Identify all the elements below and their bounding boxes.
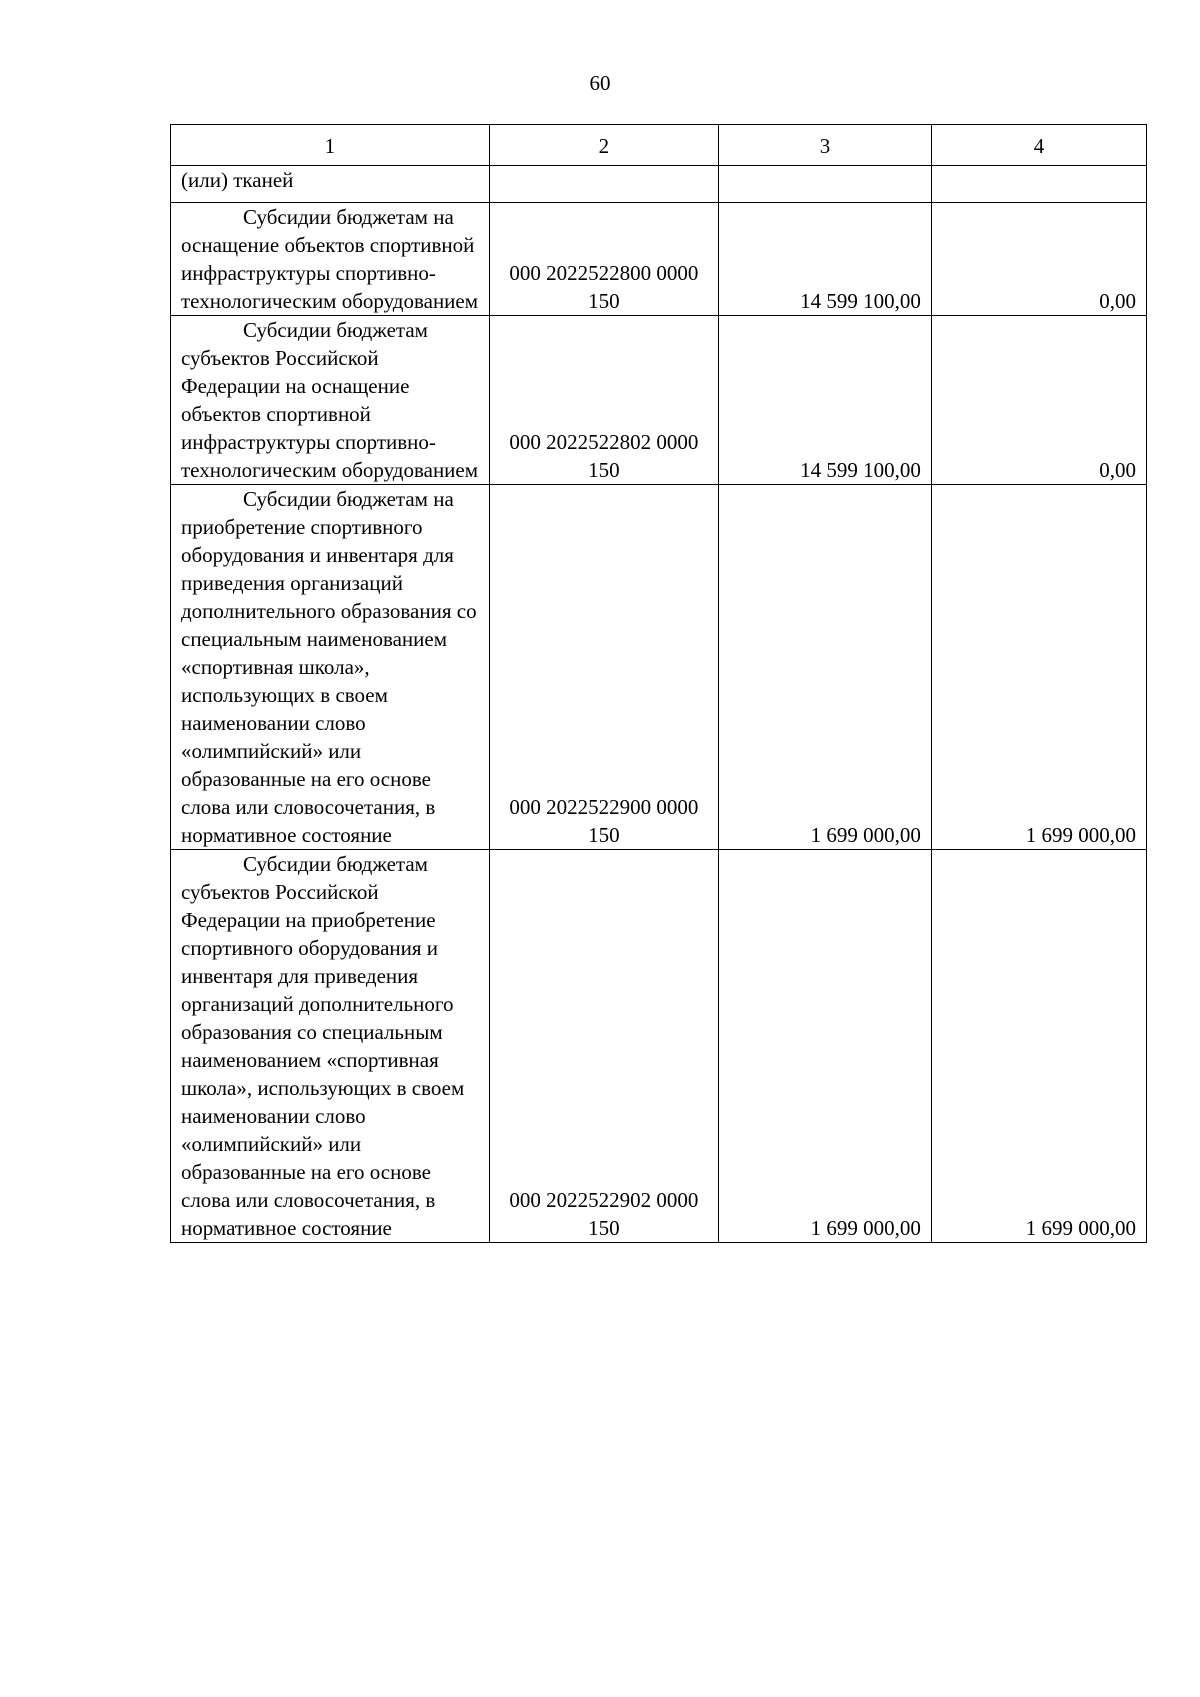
row-code: 000 2022522902 0000 150 <box>489 850 718 1243</box>
table-row <box>171 850 1147 1243</box>
row-name: Субсидии бюджетам субъектов Российской Федерации на приобретение спортивного оборудования и инвентаря для приведения организаций дополнительного образования со специальным наименованием «спортивная школа», использующих в своем наименовании слово «олимпийский» или образованные на его основе слова или словосочетания, в нормативное состояние <box>171 850 490 1243</box>
table-header-row <box>171 125 1147 166</box>
row-code: 000 2022522800 0000 150 <box>489 203 718 316</box>
row-name: (или) тканей <box>171 166 490 203</box>
row-name: Субсидии бюджетам на приобретение спортивного оборудования и инвентаря для приведения организаций дополнительного образования со специальным наименованием «спортивная школа», использующих в своем наименовании слово «олимпийский» или образованные на его основе слова или словосочетания, в нормативное состояние <box>171 485 490 850</box>
row-amount-col3: 1 699 000,00 <box>719 485 932 850</box>
row-amount-col3: 14 599 100,00 <box>719 316 932 485</box>
budget-table <box>170 124 1147 1243</box>
page-number: 60 <box>589 71 611 95</box>
row-name: Субсидии бюджетам на оснащение объектов спортивной инфраструктуры спортивно-технологическим оборудованием <box>171 203 490 316</box>
row-amount-col4 <box>931 166 1146 203</box>
row-amount-col3: 14 599 100,00 <box>719 203 932 316</box>
row-code <box>489 166 718 203</box>
column-header: 3 <box>719 125 932 166</box>
table-row <box>171 166 1147 203</box>
column-header: 4 <box>931 125 1146 166</box>
column-header: 1 <box>171 125 490 166</box>
row-amount-col4: 0,00 <box>931 203 1146 316</box>
row-amount-col4: 0,00 <box>931 316 1146 485</box>
row-code: 000 2022522802 0000 150 <box>489 316 718 485</box>
row-name: Субсидии бюджетам субъектов Российской Федерации на оснащение объектов спортивной инфраструктуры спортивно-технологическим оборудованием <box>171 316 490 485</box>
row-amount-col4: 1 699 000,00 <box>931 485 1146 850</box>
table-row <box>171 316 1147 485</box>
row-amount-col3 <box>719 166 932 203</box>
row-code: 000 2022522900 0000 150 <box>489 485 718 850</box>
row-amount-col4: 1 699 000,00 <box>931 850 1146 1243</box>
table-row <box>171 485 1147 850</box>
column-header: 2 <box>489 125 718 166</box>
table-row <box>171 203 1147 316</box>
row-amount-col3: 1 699 000,00 <box>719 850 932 1243</box>
